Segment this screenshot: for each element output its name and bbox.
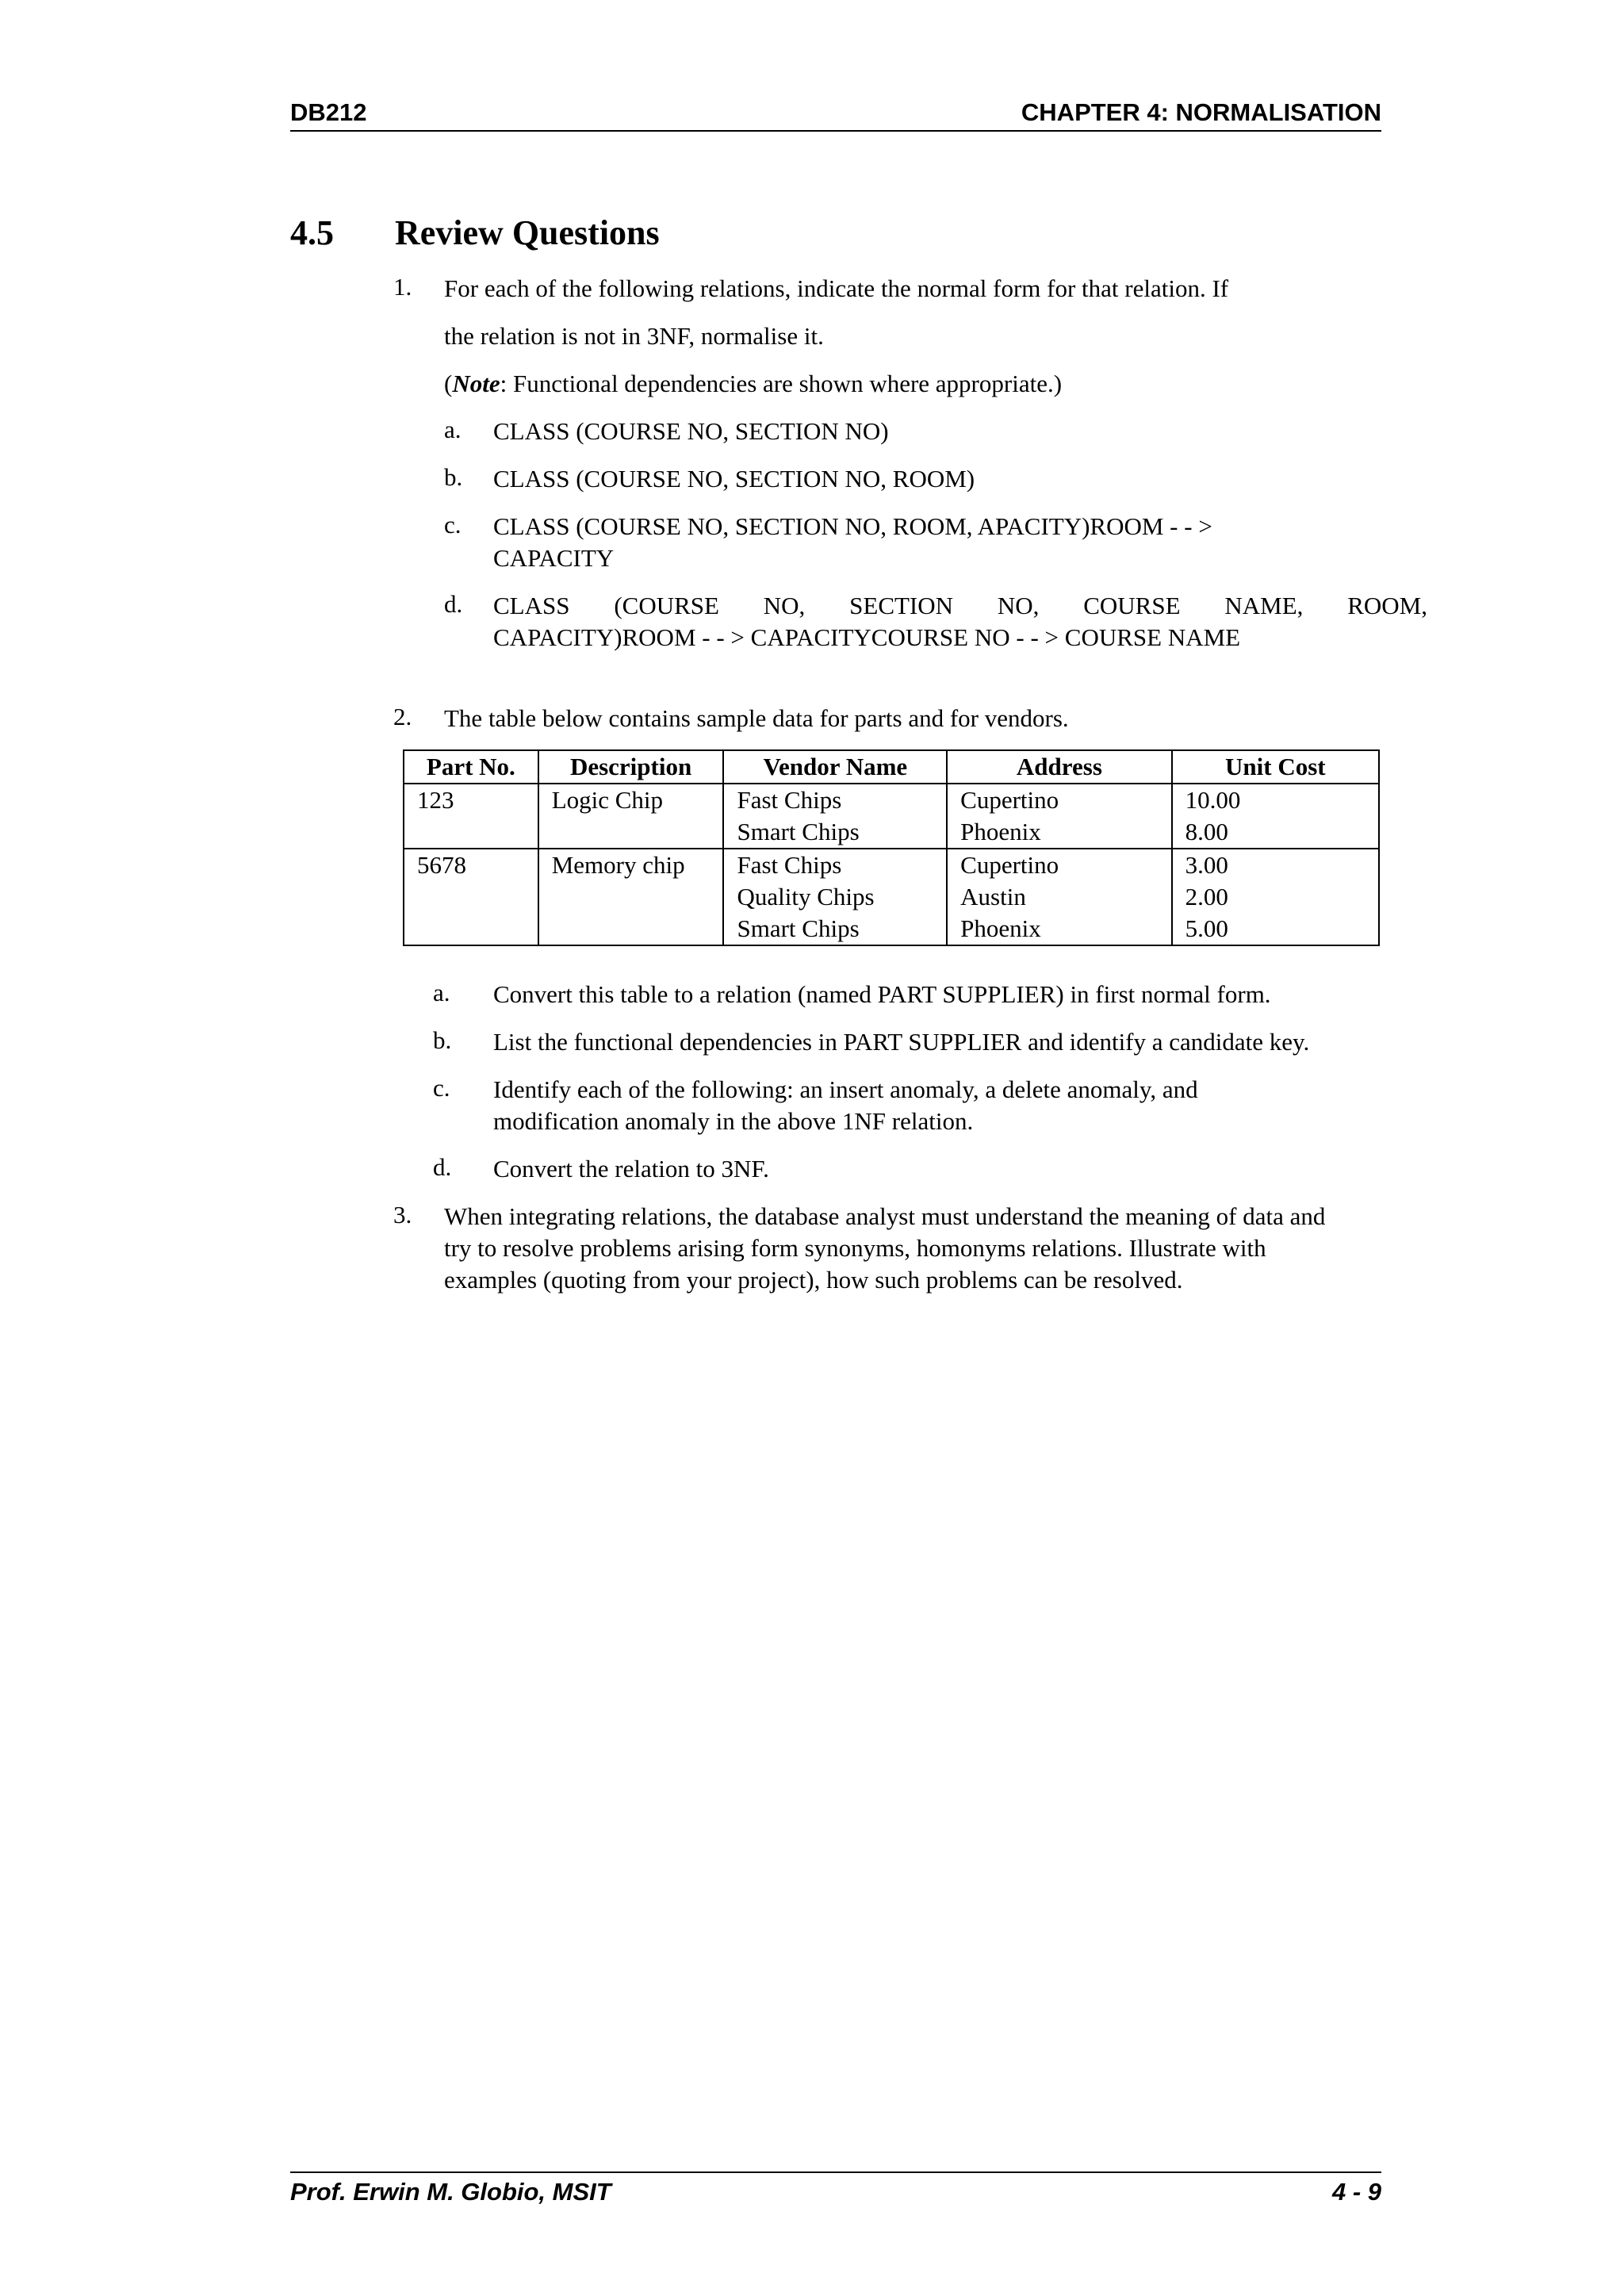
unit-cost: 2.00	[1185, 883, 1228, 910]
q2-item-b-line: List the functional dependencies in PART SUPPLIER and identify a candidate key.	[493, 1028, 1310, 1056]
vendor-name: Smart Chips	[737, 914, 860, 942]
description-cell: Memory chip	[538, 849, 724, 945]
q1-item-d-letter: d.	[444, 590, 463, 618]
unit-cost: 10.00	[1185, 786, 1241, 814]
vendor-name: Quality Chips	[737, 883, 875, 910]
q2-item-c-letter: c.	[433, 1074, 450, 1102]
q1-item-c	[493, 511, 1212, 574]
q2-item-d-letter: d.	[433, 1153, 452, 1181]
question-1-text-cont	[444, 320, 824, 352]
vendor-name: Smart Chips	[737, 818, 860, 845]
parts-vendors-table	[403, 749, 1380, 946]
unit-cost: 8.00	[1185, 818, 1228, 845]
table-header-row	[404, 750, 1379, 784]
question-1-number: 1.	[393, 273, 412, 301]
table-row	[404, 784, 1379, 849]
word: ROOM,	[1347, 592, 1427, 619]
unit-cost-cell	[1172, 784, 1379, 849]
address: Phoenix	[960, 818, 1041, 845]
part-no-cell: 5678	[404, 849, 538, 945]
q2-item-c	[493, 1074, 1198, 1137]
word: SECTION	[849, 592, 954, 619]
address: Cupertino	[960, 851, 1059, 879]
question-1-note	[444, 368, 1062, 400]
question-2-intro-text: The table below contains sample data for parts and for vendors.	[444, 704, 1069, 732]
vendor-cell	[723, 849, 947, 945]
section-number: 4.5	[290, 213, 334, 252]
section-heading	[290, 213, 660, 253]
page-number: 4 - 9	[1331, 2178, 1381, 2206]
q1-item-a-line: CLASS (COURSE NO, SECTION NO)	[493, 417, 889, 445]
question-1-text	[444, 273, 1228, 305]
q1-item-c-line-1: CLASS (COURSE NO, SECTION NO, ROOM, APACITY)ROOM - - >	[493, 512, 1212, 540]
q1-item-d-line-2: CAPACITY)ROOM - - > CAPACITYCOURSE NO - - > COURSE NAME	[493, 623, 1241, 651]
note-label: Note	[452, 370, 500, 397]
word: NAME,	[1224, 592, 1304, 619]
vendor-name: Fast Chips	[737, 786, 842, 814]
unit-cost-cell	[1172, 849, 1379, 945]
address: Cupertino	[960, 786, 1059, 814]
part-no-cell: 123	[404, 784, 538, 849]
q2-item-b-letter: b.	[433, 1026, 452, 1054]
address: Austin	[960, 883, 1026, 910]
question-3-line-3: examples (quoting from your project), how such problems can be resolved.	[444, 1266, 1183, 1294]
q2-item-d	[493, 1153, 769, 1185]
vendor-name: Fast Chips	[737, 851, 842, 879]
question-2-number: 2.	[393, 703, 412, 730]
q2-item-a-letter: a.	[433, 979, 450, 1006]
q1-item-c-line-2: CAPACITY	[493, 544, 615, 572]
column-header: Description	[538, 750, 724, 784]
q2-item-c-line-2: modification anomaly in the above 1NF relation.	[493, 1107, 974, 1135]
q1-item-b-letter: b.	[444, 463, 463, 491]
word: CLASS	[493, 592, 570, 619]
question-1-line-1: For each of the following relations, indicate the normal form for that relation. If	[444, 274, 1229, 302]
q1-item-b-line: CLASS (COURSE NO, SECTION NO, ROOM)	[493, 465, 975, 493]
address-cell	[947, 784, 1171, 849]
question-3-line-2: try to resolve problems arising form synonyms, homonyms relations. Illustrate with	[444, 1234, 1266, 1262]
course-code: DB212	[290, 98, 367, 126]
question-3-line-1: When integrating relations, the database analyst must understand the meaning of data and	[444, 1202, 1326, 1230]
q1-item-d-line-1	[493, 590, 1427, 622]
page-footer	[290, 2171, 1381, 2206]
q1-item-a	[493, 416, 889, 447]
note-open-paren: (	[444, 370, 453, 397]
word: COURSE	[1083, 592, 1181, 619]
question-2-intro	[444, 703, 1069, 734]
unit-cost: 3.00	[1185, 851, 1228, 879]
q2-item-a-line: Convert this table to a relation (named PART SUPPLIER) in first normal form.	[493, 980, 1271, 1008]
column-header: Unit Cost	[1172, 750, 1379, 784]
q2-item-b	[493, 1026, 1309, 1058]
table-row	[404, 849, 1379, 945]
column-header: Address	[947, 750, 1171, 784]
word: NO,	[763, 592, 806, 619]
word: NO,	[997, 592, 1040, 619]
section-title: Review Questions	[395, 213, 660, 252]
address-cell	[947, 849, 1171, 945]
author: Prof. Erwin M. Globio, MSIT	[290, 2178, 611, 2206]
vendor-cell	[723, 784, 947, 849]
question-1-line-2: the relation is not in 3NF, normalise it.	[444, 322, 824, 350]
q2-item-c-line-1: Identify each of the following: an insert anomaly, a delete anomaly, and	[493, 1075, 1198, 1103]
q1-item-a-letter: a.	[444, 416, 462, 443]
note-text: : Functional dependencies are shown where appropriate.)	[500, 370, 1063, 397]
unit-cost: 5.00	[1185, 914, 1228, 942]
q2-item-a	[493, 979, 1271, 1010]
address: Phoenix	[960, 914, 1041, 942]
question-3-text	[444, 1201, 1325, 1296]
word: (COURSE	[614, 592, 719, 619]
page-header	[290, 98, 1381, 132]
q1-item-c-letter: c.	[444, 511, 462, 539]
chapter-title: CHAPTER 4: NORMALISATION	[1021, 98, 1381, 126]
question-3-number: 3.	[393, 1201, 412, 1228]
description-cell: Logic Chip	[538, 784, 724, 849]
column-header: Part No.	[404, 750, 538, 784]
column-header: Vendor Name	[723, 750, 947, 784]
q2-item-d-line: Convert the relation to 3NF.	[493, 1155, 769, 1182]
q1-item-d	[493, 590, 1427, 654]
q1-item-b	[493, 463, 975, 495]
